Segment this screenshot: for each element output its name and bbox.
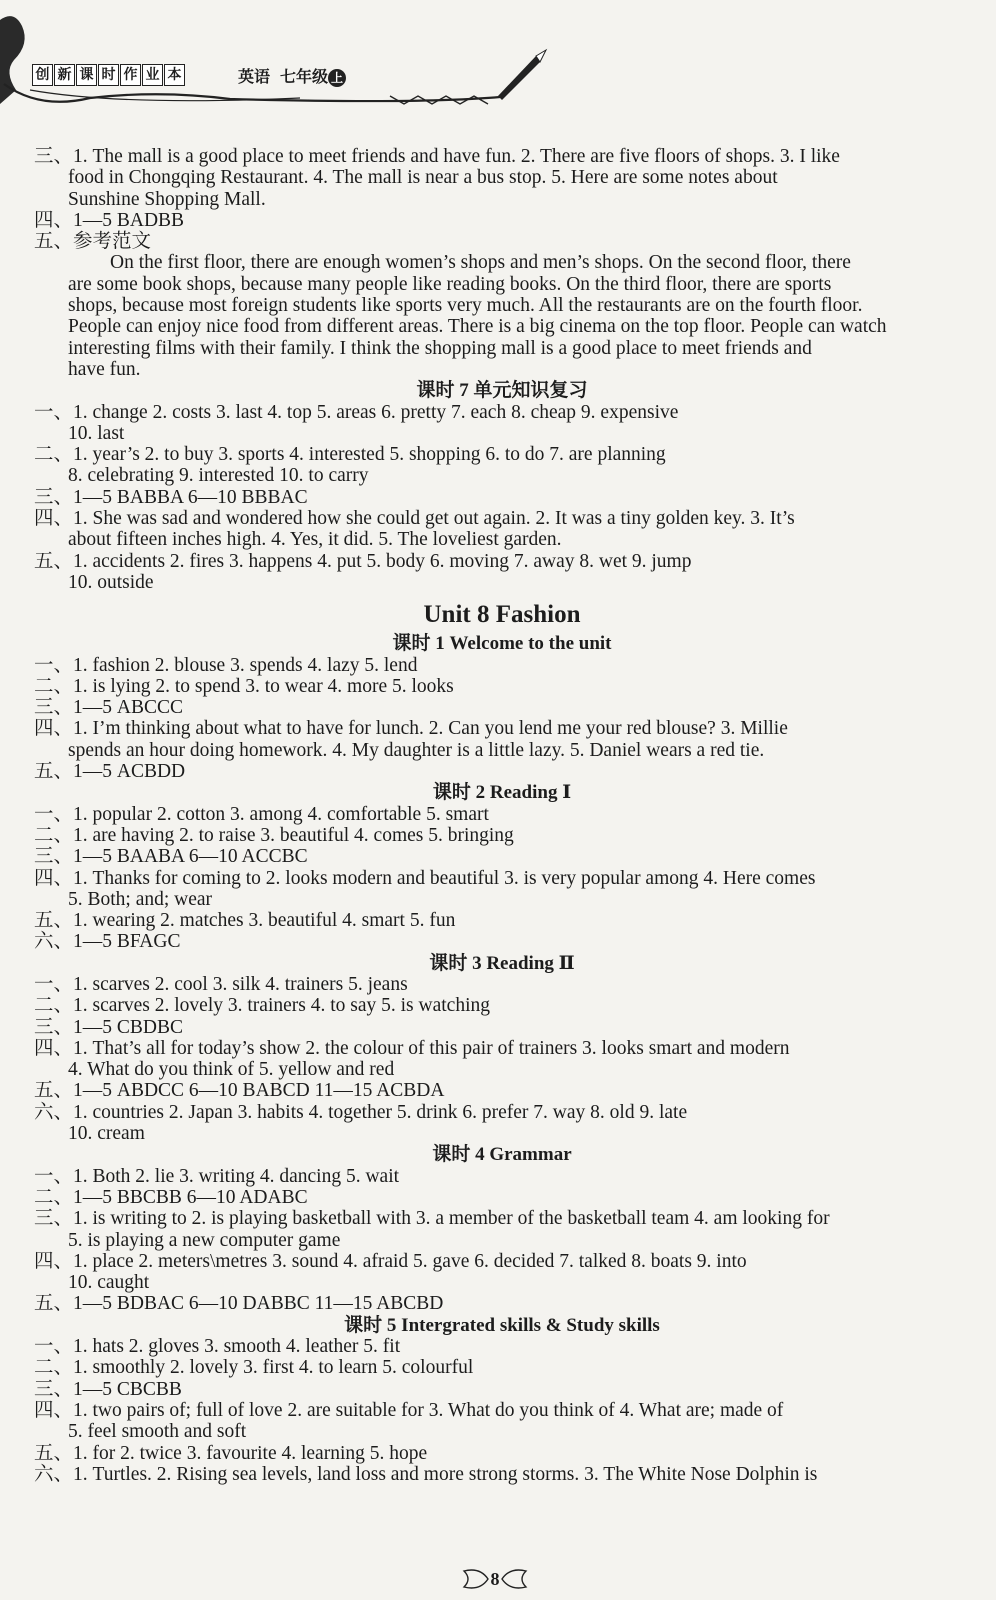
lesson-heading: 课时 3 Reading Ⅱ	[429, 952, 575, 974]
page-number: 8	[460, 1565, 530, 1593]
answer-line: 三、1—5 ABCCC	[34, 697, 183, 719]
answer-key-content	[34, 146, 970, 1485]
answer-line: 三、1—5 CBCBB	[34, 1378, 182, 1400]
answer-line: 六、1—5 BFAGC	[34, 931, 181, 953]
answer-line: 5. feel smooth and soft	[68, 1421, 247, 1443]
answer-line: 三、1—5 CBDBC	[34, 1016, 183, 1038]
answer-line: 4. What do you think of 5. yellow and red	[68, 1059, 395, 1081]
answer-line: 三、1—5 BABBA 6—10 BBBAC	[34, 486, 308, 508]
answer-line: 五、参考范文	[34, 231, 152, 253]
title-char: 创	[32, 64, 53, 86]
answer-line: 五、1—5 ABDCC 6—10 BABCD 11—15 ACBDA	[34, 1080, 445, 1102]
answer-line: 一、1. fashion 2. blouse 3. spends 4. lazy 5. lend	[34, 654, 418, 676]
essay-line: interesting films with their family. I think the shopping mall is a good place to meet friends and	[68, 337, 812, 359]
volume-badge: 上	[328, 69, 346, 87]
essay-line: are some book shops, because many people like reading books. On the third floor, there are sports	[68, 273, 832, 295]
page-header	[0, 0, 996, 110]
header-decoration	[0, 0, 996, 110]
answer-line: 六、1. countries 2. Japan 3. habits 4. together 5. drink 6. prefer 7. way 8. old 9. late	[34, 1101, 688, 1123]
essay-line: shops, because most foreign students like sports very much. All the restaurants are on the fourth floor.	[68, 295, 863, 317]
unit-title: Unit 8 Fashion	[423, 601, 581, 629]
subject: 英语	[238, 67, 271, 86]
answer-line: 三、1. is writing to 2. is playing basketball with 3. a member of the basketball team 4. am looking for	[34, 1208, 830, 1230]
answer-line: 10. outside	[68, 571, 154, 593]
answer-line: 二、1. year’s 2. to buy 3. sports 4. interested 5. shopping 6. to do 7. are planning	[34, 444, 666, 466]
answer-line: 二、1—5 BBCBB 6—10 ADABC	[34, 1186, 308, 1208]
title-char: 本	[164, 64, 185, 86]
answer-line: 四、1. She was sad and wondered how she could get out again. 2. It was a tiny golden key. 3. It’s	[34, 508, 795, 530]
answer-line: food in Chongqing Restaurant. 4. The mall is near a bus stop. 5. Here are some notes about	[68, 167, 778, 189]
answer-line: 10. caught	[68, 1272, 150, 1294]
answer-line: 五、1. wearing 2. matches 3. beautiful 4. smart 5. fun	[34, 910, 456, 932]
answer-line: 三、1. The mall is a good place to meet friends and have fun. 2. There are five floors of shops. 3. I like	[34, 146, 840, 167]
answer-line: 六、1. Turtles. 2. Rising sea levels, land loss and more strong storms. 3. The White Nose Dolphin is	[34, 1463, 818, 1485]
subject-grade	[238, 64, 346, 87]
title-char: 业	[142, 64, 163, 86]
answer-line: 五、1—5 ACBDD	[34, 761, 186, 783]
lesson-heading: 课时 1 Welcome to the unit	[392, 633, 612, 655]
answer-line: 一、1. change 2. costs 3. last 4. top 5. areas 6. pretty 7. each 8. cheap 9. expensive	[34, 401, 679, 423]
title-char: 作	[120, 64, 141, 86]
lesson-heading: 课时 4 Grammar	[432, 1144, 572, 1166]
answer-line: 二、1. is lying 2. to spend 3. to wear 4. more 5. looks	[34, 675, 454, 697]
answer-line: 一、1. popular 2. cotton 3. among 4. comfortable 5. smart	[34, 803, 489, 825]
answer-line: spends an hour doing homework. 4. My daughter is a little lazy. 5. Daniel wears a red tie.	[68, 739, 765, 761]
title-char: 新	[54, 64, 75, 86]
answer-line: about fifteen inches high. 4. Yes, it did. 5. The loveliest garden.	[68, 529, 562, 551]
answer-line: 三、1—5 BAABA 6—10 ACCBC	[34, 846, 308, 868]
answer-line: 四、1. place 2. meters\metres 3. sound 4. afraid 5. gave 6. decided 7. talked 8. boats 9. into	[34, 1250, 747, 1272]
lesson-heading: 课时 2 Reading Ⅰ	[432, 782, 572, 804]
answer-line: 5. Both; and; wear	[68, 888, 213, 910]
answer-line: 二、1. are having 2. to raise 3. beautiful 4. comes 5. bringing	[34, 824, 514, 846]
lesson-heading: 课时 7 单元知识复习	[416, 380, 588, 402]
grade: 七年级 上	[280, 64, 346, 87]
lesson-heading: 课时 5 Intergrated skills & Study skills	[344, 1314, 660, 1336]
answer-line: 一、1. scarves 2. cool 3. silk 4. trainers 5. jeans	[34, 973, 408, 995]
answer-line: 四、1. Thanks for coming to 2. looks modern and beautiful 3. is very popular among 4. Here comes	[34, 867, 816, 889]
essay-line: have fun.	[68, 358, 141, 380]
essay-line: On the first floor, there are enough women’s shops and men’s shops. On the second floor, there	[110, 252, 851, 274]
answer-line: 五、1. accidents 2. fires 3. happens 4. put 5. body 6. moving 7. away 8. wet 9. jump	[34, 550, 692, 572]
answer-line: 10. cream	[68, 1123, 145, 1145]
essay-line: People can enjoy nice food from different areas. There is a big cinema on the top floor. People can watch	[68, 316, 887, 338]
answer-line: 四、1—5 BADBB	[34, 209, 185, 231]
answer-line: 一、1. Both 2. lie 3. writing 4. dancing 5. wait	[34, 1165, 400, 1187]
answer-line: 五、1. for 2. twice 3. favourite 4. learning 5. hope	[34, 1442, 428, 1464]
answer-line: 8. celebrating 9. interested 10. to carry	[68, 465, 369, 487]
title-char: 课	[76, 64, 97, 86]
answer-line: Sunshine Shopping Mall.	[68, 188, 266, 210]
answer-line: 5. is playing a new computer game	[68, 1229, 341, 1251]
answer-line: 二、1. smoothly 2. lovely 3. first 4. to learn 5. colourful	[34, 1357, 474, 1379]
answer-line: 二、1. scarves 2. lovely 3. trainers 4. to say 5. is watching	[34, 995, 490, 1017]
answer-line: 四、1. I’m thinking about what to have for lunch. 2. Can you lend me your red blouse? 3. Millie	[34, 718, 788, 740]
answer-line: 一、1. hats 2. gloves 3. smooth 4. leather 5. fit	[34, 1336, 401, 1358]
series-title	[32, 64, 185, 86]
answer-line: 四、1. two pairs of; full of love 2. are suitable for 3. What do you think of 4. What are; made of	[34, 1399, 784, 1421]
answer-line: 五、1—5 BDBAC 6—10 DABBC 11—15 ABCBD	[34, 1293, 444, 1315]
title-char: 时	[98, 64, 119, 86]
answer-line: 10. last	[68, 422, 125, 444]
answer-line: 四、1. That’s all for today’s show 2. the colour of this pair of trainers 3. looks smart and modern	[34, 1037, 790, 1059]
